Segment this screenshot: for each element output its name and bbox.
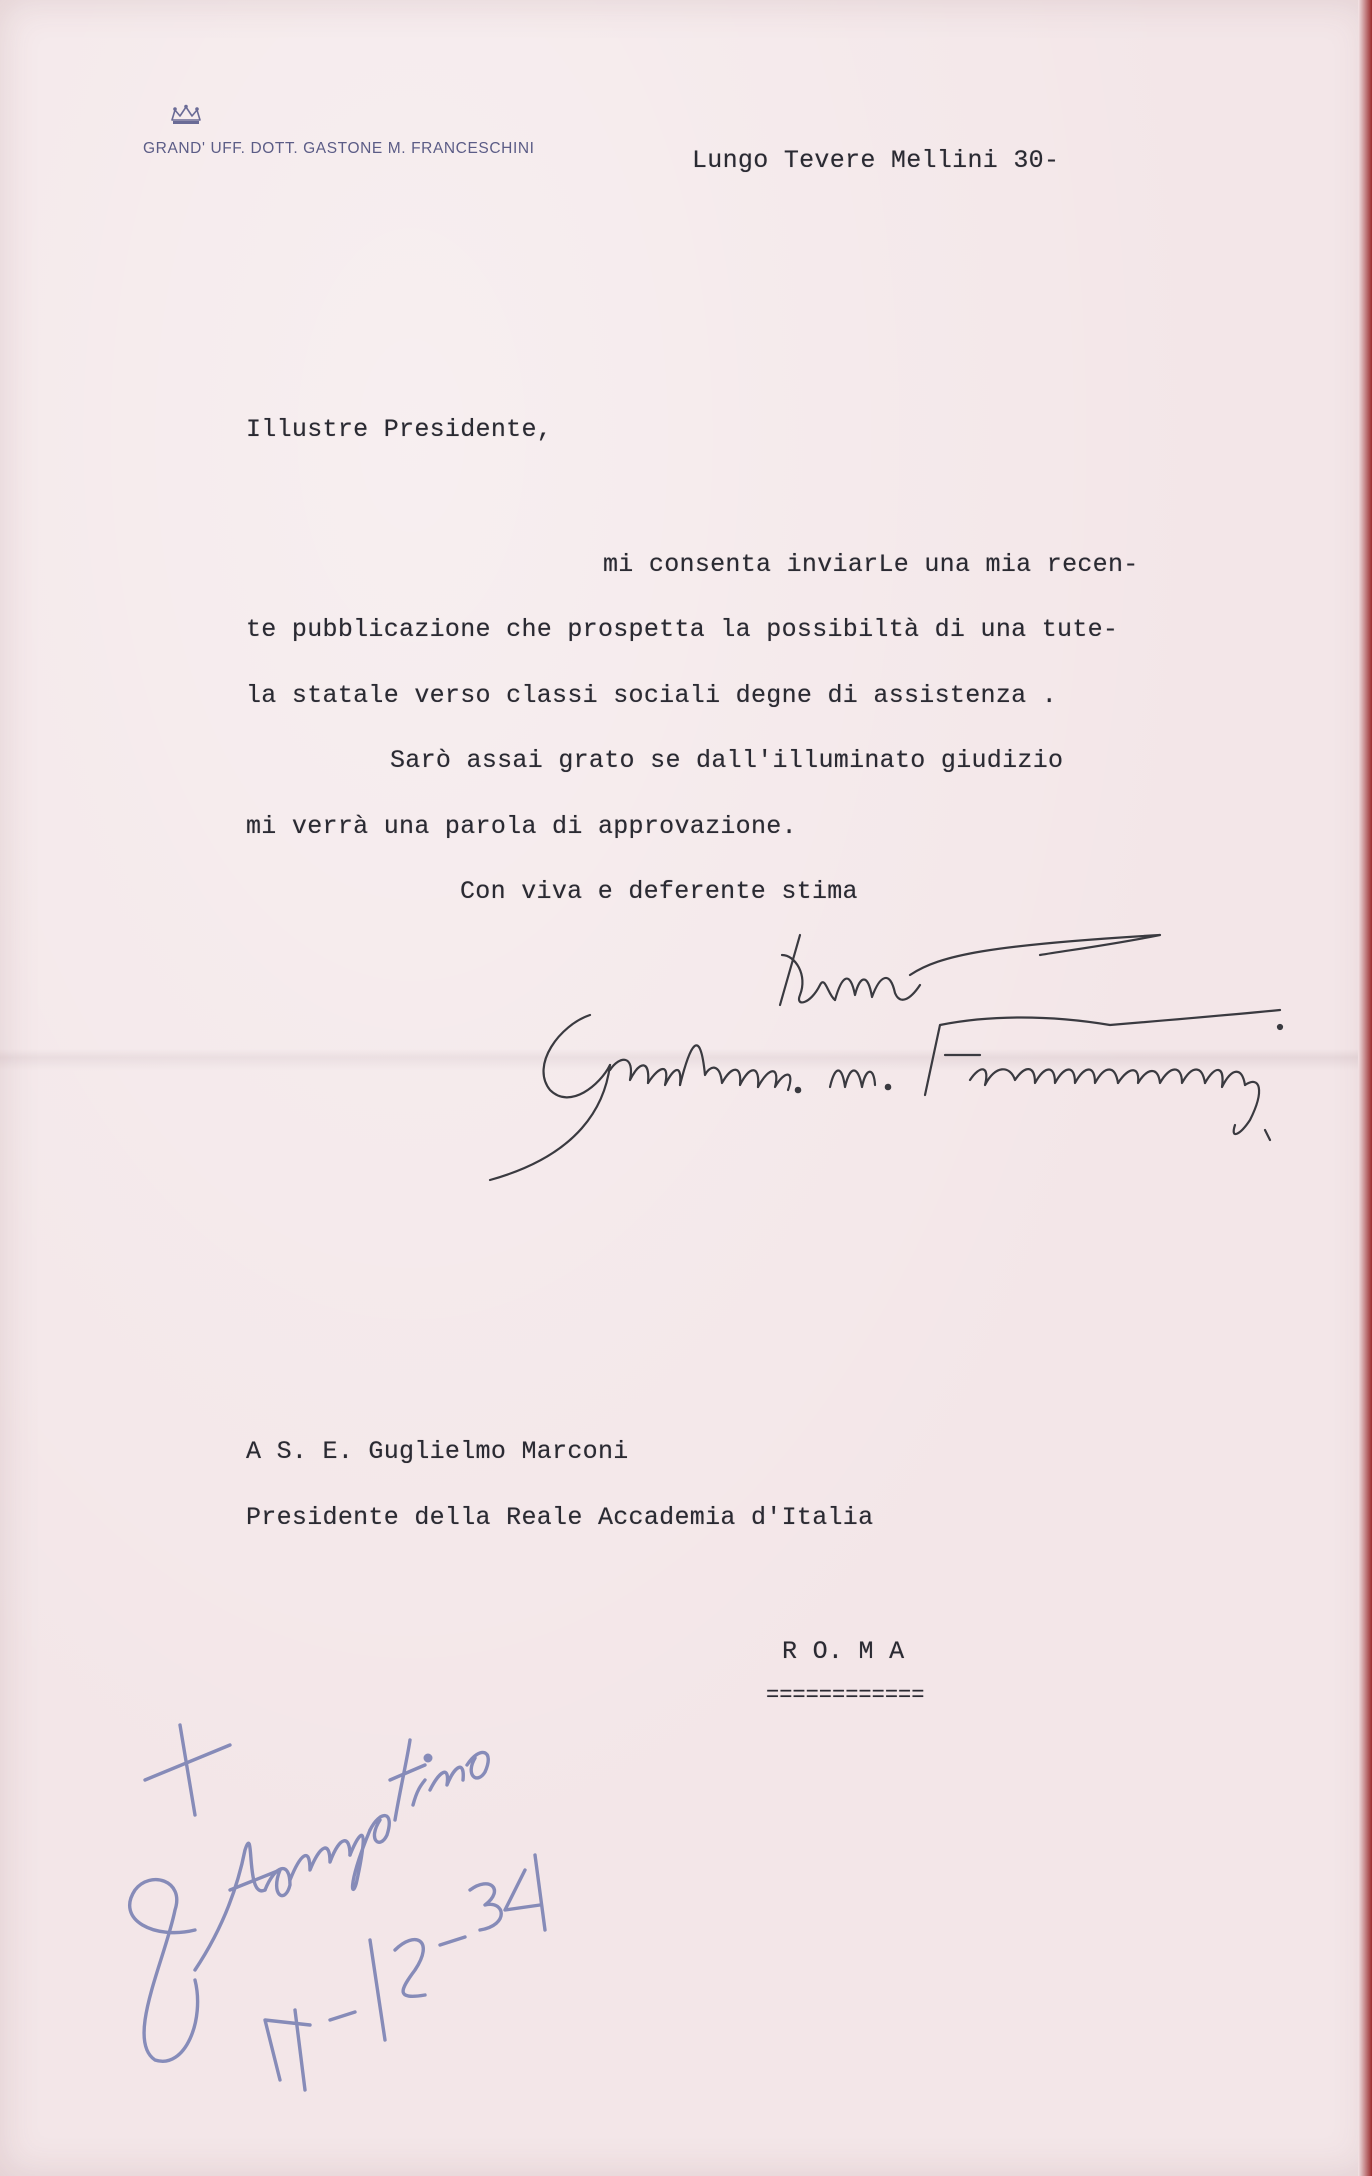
- recipient-underline: ============: [766, 1683, 925, 1708]
- page-edge: [1358, 0, 1372, 2176]
- recipient-line-1: A S. E. Guglielmo Marconi: [246, 1437, 629, 1466]
- body-line-3: la statale verso classi sociali degne di assistenza .: [246, 681, 1058, 710]
- pencil-annotation: [95, 1640, 565, 2110]
- salutation: Illustre Presidente,: [246, 415, 553, 444]
- body-line-5: mi verrà una parola di approvazione.: [246, 812, 797, 841]
- recipient-city: R O. M A: [782, 1637, 905, 1666]
- letterhead: GRAND' UFF. DOTT. GASTONE M. FRANCESCHINI: [143, 140, 535, 157]
- address-line: Lungo Tevere Mellini 30-: [692, 146, 1060, 175]
- closing-line: Con viva e deferente stima: [460, 877, 858, 906]
- recipient-line-2: Presidente della Reale Accademia d'Italia: [246, 1503, 874, 1532]
- crown-icon: [170, 104, 202, 126]
- handwritten-signature: [470, 915, 1330, 1205]
- body-line-2: te pubblicazione che prospetta la possibiltà di una tute-: [246, 615, 1119, 644]
- body-line-1: mi consenta inviarLe una mia recen-: [603, 550, 1139, 579]
- body-line-4: Sarò assai grato se dall'illuminato giudizio: [390, 746, 1064, 775]
